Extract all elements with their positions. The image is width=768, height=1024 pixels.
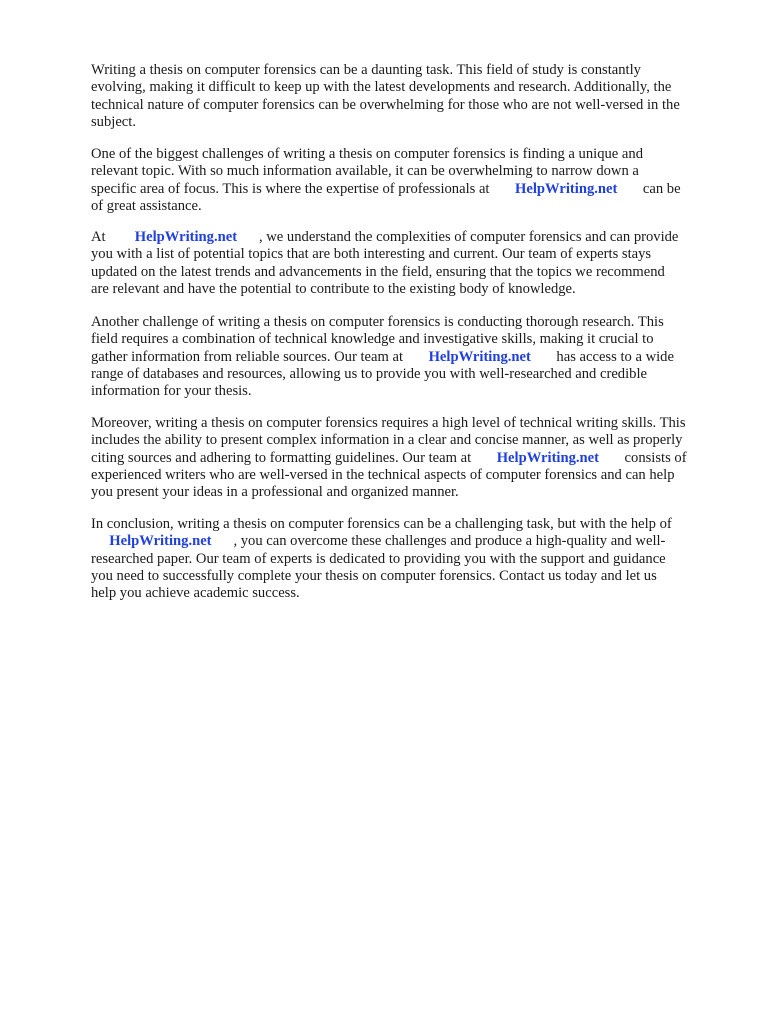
paragraph-writing-skills	[91, 415, 731, 501]
paragraph-topics-provided	[91, 229, 731, 298]
helpwriting-link[interactable]: HelpWriting.net	[515, 180, 618, 197]
text-line: technical nature of computer forensics can be overwhelming for those who are not well-versed in the	[91, 96, 680, 113]
text-line: includes the ability to present complex information in a clear and concise manner, as well as properly	[91, 432, 683, 449]
text-line: are relevant and have the potential to contribute to the existing body of knowledge.	[91, 280, 576, 297]
helpwriting-link[interactable]: HelpWriting.net	[109, 533, 212, 550]
text-line: you present your ideas in a professional and organized manner.	[91, 484, 459, 501]
helpwriting-link[interactable]: HelpWriting.net	[134, 229, 238, 245]
text-line: Moreover, writing a thesis on computer forensics requires a high level of technical writing skills. This	[91, 415, 686, 431]
text-line: relevant topic. With so much information available, it can be overwhelming to narrow down a	[91, 163, 639, 180]
text-fragment: citing sources and adhering to formatting guidelines. Our team at	[91, 449, 472, 466]
text-line: One of the biggest challenges of writing a thesis on computer forensics is finding a unique and	[91, 146, 643, 162]
text-line-with-link	[91, 181, 731, 198]
text-line: subject.	[91, 113, 136, 130]
helpwriting-link[interactable]: HelpWriting.net	[496, 449, 599, 466]
text-line: Writing a thesis on computer forensics can be a daunting task. This field of study is constantly	[91, 62, 641, 78]
text-line-with-link	[91, 533, 731, 550]
text-line: experienced writers who are well-versed in the technical aspects of computer forensics and can help	[91, 466, 675, 483]
text-line: researched paper. Our team of experts is dedicated to providing you with the support and guidance	[91, 550, 666, 567]
text-fragment: consists of	[624, 449, 687, 466]
helpwriting-link[interactable]: HelpWriting.net	[428, 348, 531, 365]
paragraph-intro	[91, 62, 731, 131]
paragraph-conclusion	[91, 516, 731, 602]
text-fragment: , we understand the complexities of computer forensics and can provide	[258, 229, 679, 245]
paragraph-research-challenge	[91, 314, 731, 400]
text-fragment: gather information from reliable sources. Our team at	[91, 348, 404, 365]
text-line: Another challenge of writing a thesis on computer forensics is conducting thorough research. This	[91, 314, 664, 330]
text-line-with-link	[91, 229, 731, 246]
text-line-with-link	[91, 349, 731, 366]
text-fragment: , you can overcome these challenges and produce a high-quality and well-	[233, 533, 666, 550]
text-line: range of databases and resources, allowing us to provide you with well-researched and credible	[91, 365, 647, 382]
text-line: field requires a combination of technical knowledge and investigative skills, making it crucial to	[91, 331, 654, 348]
paragraph-topic-challenge	[91, 146, 731, 215]
text-fragment: specific area of focus. This is where the expertise of professionals at	[91, 180, 490, 197]
text-line: you need to successfully complete your thesis on computer forensics. Contact us today and let us	[91, 567, 657, 584]
text-line: updated on the latest trends and advancements in the field, ensuring that the topics we recommend	[91, 263, 665, 280]
text-fragment: At	[91, 229, 106, 245]
text-line: of great assistance.	[91, 197, 202, 214]
text-line: information for your thesis.	[91, 383, 252, 400]
text-line: help you achieve academic success.	[91, 585, 300, 602]
text-fragment: can be	[642, 180, 681, 197]
text-line: In conclusion, writing a thesis on computer forensics can be a challenging task, but with the help of	[91, 516, 672, 532]
text-line: you with a list of potential topics that are both interesting and current. Our team of experts stays	[91, 246, 652, 263]
text-fragment: has access to a wide	[556, 348, 674, 365]
text-line-with-link	[91, 450, 731, 467]
text-line: evolving, making it difficult to keep up with the latest developments and research. Additionally, the	[91, 79, 672, 96]
